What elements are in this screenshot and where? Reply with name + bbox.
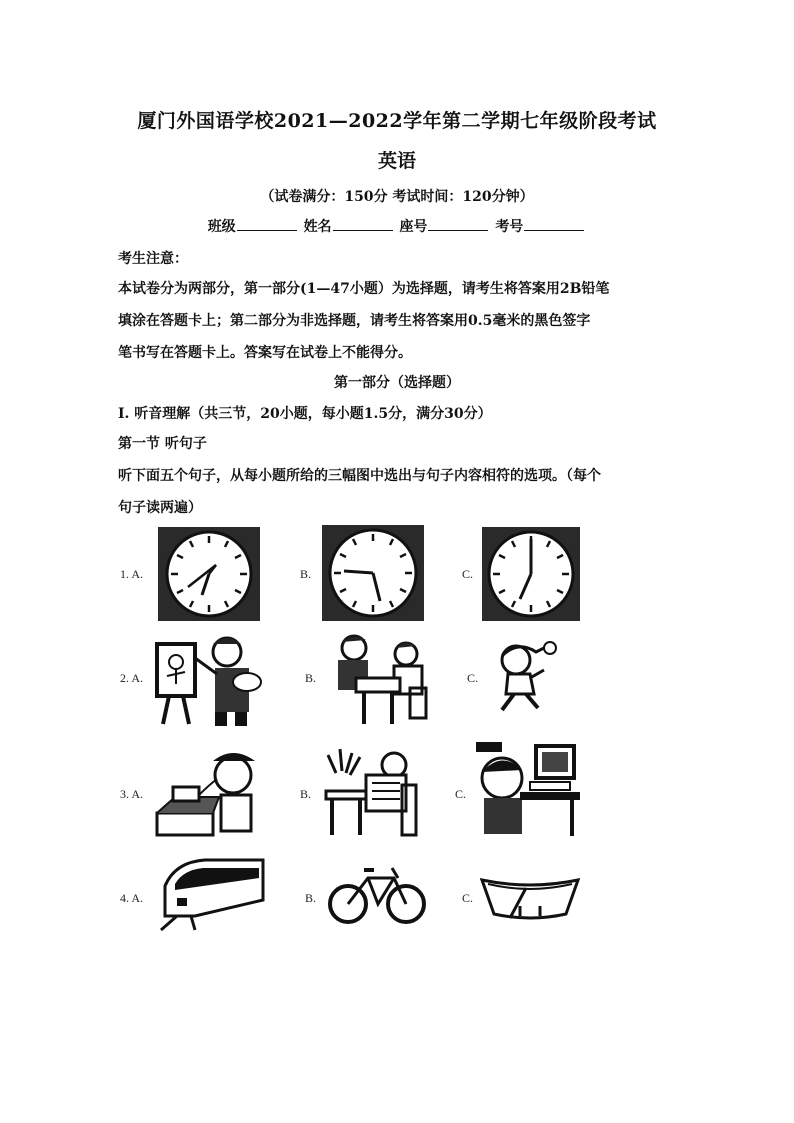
- field-seat-label: 座号: [399, 219, 428, 235]
- q4-label: 4. A.: [120, 891, 144, 905]
- running-girl-icon[interactable]: [490, 640, 560, 714]
- field-name-label: 姓名: [303, 219, 332, 235]
- field-exam-number-label: 考号: [495, 219, 524, 235]
- q4-option-c-label: C.: [462, 891, 474, 905]
- field-name-blank[interactable]: [333, 218, 393, 231]
- field-exam-number-blank[interactable]: [524, 218, 584, 231]
- bicycle-icon[interactable]: [328, 860, 426, 926]
- notice-line-1: 本试卷分为两部分，第一部分(1—47小题）为选择题，请考生将答案用2B铅笔: [118, 281, 610, 297]
- computer-user-icon[interactable]: [476, 742, 582, 840]
- exam-subject: 英语: [377, 150, 416, 172]
- instruction-line-1: 听下面五个句子，从每小题所给的三幅图中选出与句子内容相符的选项。（每个: [118, 468, 601, 484]
- notice-line-2: 填涂在答题卡上；第二部分为非选择题，请考生将答案用0.5毫米的黑色签字: [118, 313, 591, 329]
- q1-option-c-label: C.: [462, 567, 474, 581]
- section-heading: I. 听音理解（共三节，20小题，每小题1.5分，满分30分）: [118, 406, 492, 422]
- reading-newspaper-icon[interactable]: [322, 745, 420, 839]
- exam-meta: （试卷满分：150分 考试时间：120分钟）: [260, 189, 534, 205]
- notice-heading: 考生注意：: [118, 251, 188, 267]
- instruction-line-2: 句子读两遍）: [118, 500, 202, 516]
- q3-option-b-label: B.: [300, 787, 312, 801]
- q2-option-b-label: B.: [305, 671, 317, 685]
- clock-icon[interactable]: [482, 527, 580, 621]
- part1-title: 第一部分（选择题）: [334, 375, 460, 391]
- phone-call-icon[interactable]: [155, 745, 267, 839]
- q1-option-b-label: B.: [300, 567, 312, 581]
- q3-label: 3. A.: [120, 787, 144, 801]
- student-info-fields: [0, 216, 794, 236]
- field-class-blank[interactable]: [237, 218, 297, 231]
- train-icon[interactable]: [155, 856, 269, 932]
- q1-label: 1. A.: [120, 567, 144, 581]
- boat-icon[interactable]: [480, 866, 580, 922]
- field-class-label: 班级: [207, 219, 236, 235]
- subsection-heading: 第一节 听句子: [118, 436, 207, 452]
- clock-icon[interactable]: [158, 527, 260, 621]
- exam-title: 厦门外国语学校2021—2022学年第二学期七年级阶段考试: [137, 110, 657, 132]
- field-seat-blank[interactable]: [428, 218, 488, 231]
- q2-option-c-label: C.: [467, 671, 479, 685]
- q3-option-c-label: C.: [455, 787, 467, 801]
- q2-label: 2. A.: [120, 671, 144, 685]
- clock-icon[interactable]: [322, 525, 424, 621]
- chess-players-icon[interactable]: [328, 630, 432, 726]
- q4-option-b-label: B.: [305, 891, 317, 905]
- notice-line-3: 笔书写在答题卡上。答案写在试卷上不能得分。: [118, 345, 412, 361]
- painting-person-icon[interactable]: [155, 632, 263, 726]
